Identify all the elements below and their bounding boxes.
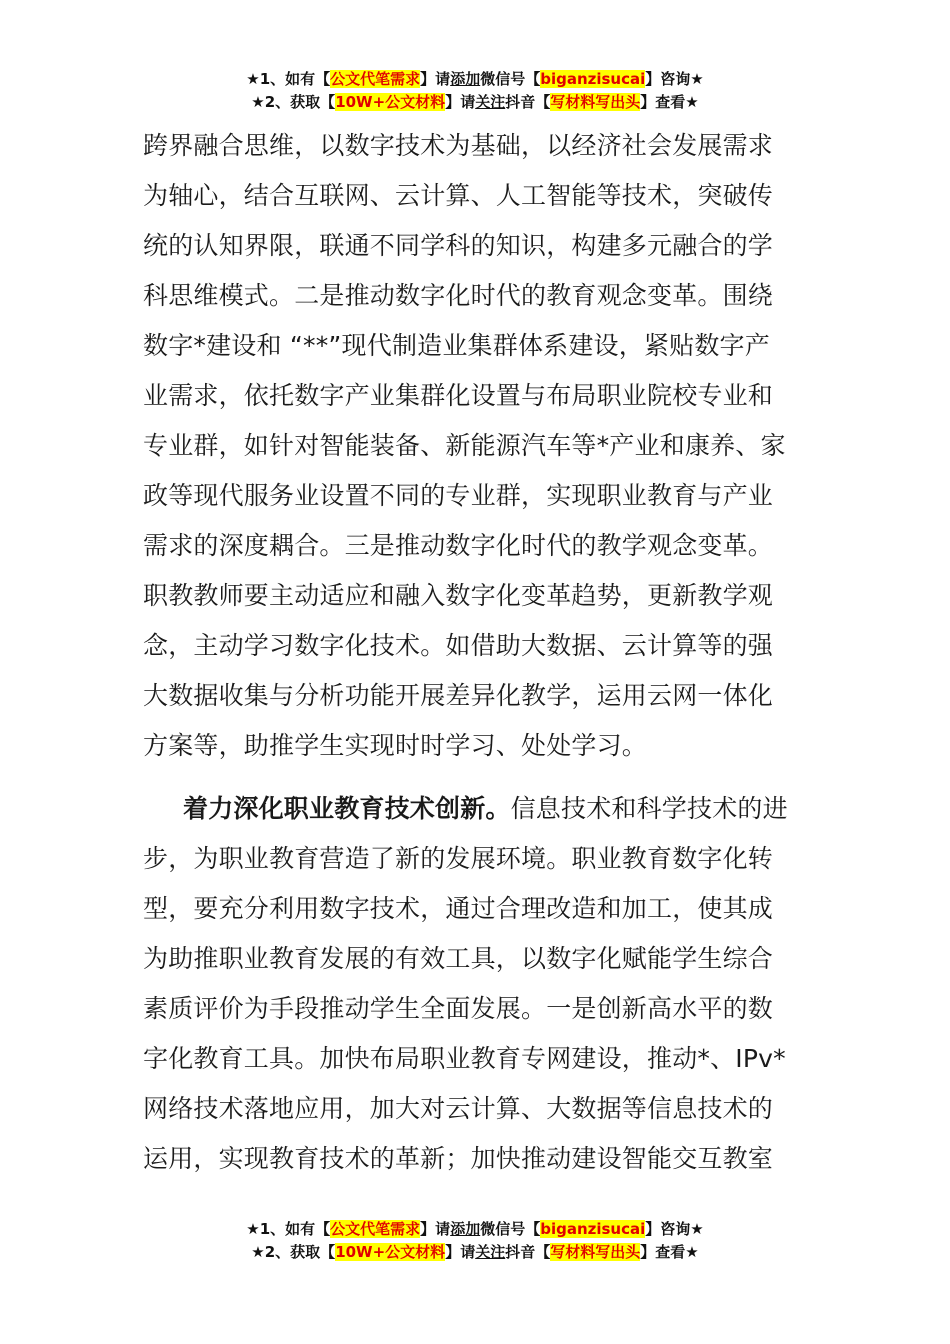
banner-highlight: 10W+公文材料: [335, 93, 446, 111]
banner-text: 】咨询★: [645, 1220, 704, 1238]
text-line: 素质评价为手段推动学生全面发展。一是创新高水平的数: [143, 994, 774, 1023]
banner-text: 】请: [445, 93, 476, 111]
text-line: 大数据收集与分析功能开展差异化教学，运用云网一体化: [143, 681, 774, 710]
text-line: 专业群，如针对智能装备、新能源汽车等*产业和康养、家: [143, 431, 786, 460]
banner-underline: 关注: [475, 1243, 506, 1261]
banner-text: 】查看★: [640, 1243, 699, 1261]
text-line: 网络技术落地应用，加大对云计算、大数据等信息技术的: [143, 1094, 774, 1123]
banner-highlight: 10W+公文材料: [335, 1243, 446, 1261]
banner-text: 】查看★: [640, 93, 699, 111]
banner-text: 】请: [420, 70, 451, 88]
banner-text: ★1、如有【: [246, 70, 331, 88]
banner-text: ★1、如有【: [246, 1220, 331, 1238]
banner-wechat-id: biganzisucai: [540, 1220, 646, 1238]
footer-banner: [0, 1218, 950, 1264]
banner-line-1: [0, 68, 950, 91]
banner-underline: 添加: [450, 70, 481, 88]
banner-text: 】请: [420, 1220, 451, 1238]
banner-text: 】咨询★: [645, 70, 704, 88]
text-line: 信息技术和科学技术的进: [510, 794, 788, 823]
text-line: 步，为职业教育营造了新的发展环境。职业教育数字化转: [143, 844, 774, 873]
text-line: 为轴心，结合互联网、云计算、人工智能等技术，突破传: [143, 181, 774, 210]
text-line: 职教教师要主动适应和融入数字化变革趋势，更新教学观: [143, 581, 774, 610]
text-line: 政等现代服务业设置不同的专业群，实现职业教育与产业: [143, 481, 774, 510]
text-line: 方案等，助推学生实现时时学习、处处学习。: [143, 731, 648, 760]
banner-highlight: 公文代笔需求: [330, 70, 421, 88]
text-line: 运用，实现教育技术的革新；加快推动建设智能交互教室: [143, 1144, 774, 1173]
text-line: 数字*建设和 “**”现代制造业集群体系建设，紧贴数字产: [143, 331, 770, 360]
banner-text: 微信号【: [480, 1220, 541, 1238]
paragraph-2: [143, 784, 808, 1184]
banner-text: ★2、获取【: [251, 93, 336, 111]
banner-text: 微信号【: [480, 70, 541, 88]
banner-text: 抖音【: [505, 1243, 551, 1261]
banner-douyin-id: 写材料写出头: [550, 1243, 641, 1261]
banner-highlight: 公文代笔需求: [330, 1220, 421, 1238]
banner-wechat-id: biganzisucai: [540, 70, 646, 88]
section-heading: 着力深化职业教育技术创新。: [183, 794, 511, 823]
text-line: 跨界融合思维，以数字技术为基础，以经济社会发展需求: [143, 131, 774, 160]
text-line: 业需求，依托数字产业集群化设置与布局职业院校专业和: [143, 381, 774, 410]
banner-underline: 关注: [475, 93, 506, 111]
banner-line-2: [0, 1241, 950, 1264]
header-banner: [0, 68, 950, 114]
text-line: 需求的深度耦合。三是推动数字化时代的教学观念变革。: [143, 531, 774, 560]
banner-douyin-id: 写材料写出头: [550, 93, 641, 111]
text-line: 为助推职业教育发展的有效工具，以数字化赋能学生综合: [143, 944, 774, 973]
banner-line-1: [0, 1218, 950, 1241]
document-body: [143, 121, 808, 1184]
banner-line-2: [0, 91, 950, 114]
banner-text: 抖音【: [505, 93, 551, 111]
paragraph-1: [143, 121, 808, 771]
text-line: 字化教育工具。加快布局职业教育专网建设，推动*、IPv*: [143, 1044, 786, 1073]
banner-text: 】请: [445, 1243, 476, 1261]
text-line: 型，要充分利用数字技术，通过合理改造和加工，使其成: [143, 894, 774, 923]
banner-text: ★2、获取【: [251, 1243, 336, 1261]
banner-underline: 添加: [450, 1220, 481, 1238]
text-line: 统的认知界限，联通不同学科的知识，构建多元融合的学: [143, 231, 774, 260]
text-line: 念，主动学习数字化技术。如借助大数据、云计算等的强: [143, 631, 774, 660]
text-line: 科思维模式。二是推动数字化时代的教育观念变革。围绕: [143, 281, 774, 310]
